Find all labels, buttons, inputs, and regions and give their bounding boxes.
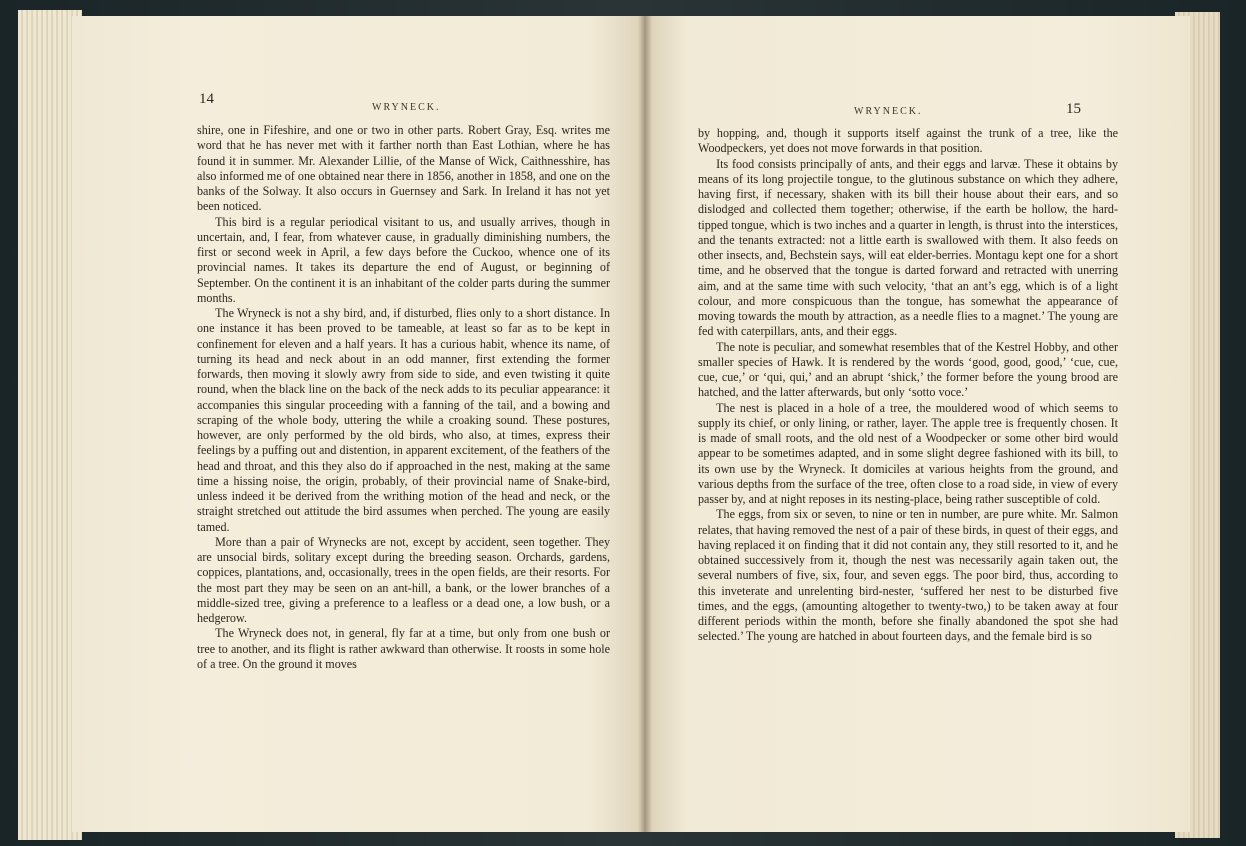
page-number: 14 bbox=[199, 91, 214, 107]
book-gutter bbox=[638, 16, 652, 832]
paragraph: This bird is a regular periodical visitant to us, and usually arrives, though in uncertain, and, I fear, from whatever cause, in gradually diminishing numbers, the first or second week in April, a few days before the Cuckoo, whence one of its provincial names. It takes its departure the end of August, or beginning of September. On the continent it is an inhabitant of the colder parts during the summer months. bbox=[197, 214, 610, 305]
paragraph: The Wryneck does not, in general, fly far at a time, but only from one bush or tree to another, and its flight is rather awkward than otherwise. It roosts in some hole of a tree. On the ground it moves bbox=[197, 626, 610, 671]
paragraph: Its food consists principally of ants, and their eggs and larvæ. These it obtains by means of its long projectile tongue, to the glutinous substance on which they adhere, having first, if necessary, shaken with its bill their house about their ears, and so dislodged and collected them together; otherwise, if the earth be hollow, the hard-tipped tongue, which is two inches and a quarter in length, is thrust into the interstices, and the tenants extracted: not a little earth is swallowed with them. It also feeds on other insects, and, Bechstein says, will eat elder-berries. Montagu kept one for a short time, and he observed that the tongue is darted forward and retracted with unerring aim, and at the same time with such velocity, ‘that an ant’s egg, which is of a light colour, and more conspicuous than the tongue, has somewhat the appearance of moving towards the mouth by attraction, as a needle flies to a magnet.’ The young are fed with caterpillars, ants, and their eggs. bbox=[698, 156, 1118, 339]
page-number: 15 bbox=[1066, 101, 1081, 117]
left-page-body bbox=[197, 123, 610, 672]
left-page bbox=[72, 16, 646, 832]
paragraph: The Wryneck is not a shy bird, and, if disturbed, flies only to a short distance. In one instance it has been proved to be tameable, at least so far as to be kept in confinement for eleven and a half years. It has a curious habit, whence its name, of turning its head and neck about in an odd manner, first extending the former forwards, then moving it slowly awry from side to side, and even twisting it quite round, when the black line on the back of the neck adds to its peculiar appearance: it accompanies this singular proceeding with a fanning of the tail, and a bowing and scraping of the whole body, uttering the while a croaking sound. These postures, however, are only performed by the old birds, who also, at times, express their feelings by a puffing out and distention, in apparent excitement, of the feathers of the head and throat, and this they also do if approached in the nest, making at the same time a hissing noise, the origin, probably, of their provincial name of Snake-bird, unless indeed it be derived from the writhing motion of the head and neck, or the straight stretched out attitude the bird assumes when perched. The young are easily tamed. bbox=[197, 306, 610, 534]
paragraph: The note is peculiar, and somewhat resembles that of the Kestrel Hobby, and other smaller species of Hawk. It is rendered by the words ‘good, good, good,’ ‘cue, cue, cue, cue,’ or ‘qui, qui,’ and an abrupt ‘shick,’ the former before the young brood are hatched, and the latter afterwards, but only ‘sotto voce.’ bbox=[698, 339, 1118, 400]
right-page bbox=[644, 16, 1190, 832]
right-page-body bbox=[698, 126, 1118, 645]
paragraph: The eggs, from six or seven, to nine or ten in number, are pure white. Mr. Salmon relates, that having removed the nest of a pair of these birds, in quest of their eggs, and having replaced it on finding that it did not contain any, they still resorted to it, and he obtained successively from it, though the nest was necessarily again taken out, the several numbers of five, six, four, and seven eggs. The poor bird, thus, according to this inveterate and unrelenting bird-nester, ‘suffered her nest to be disturbed five times, and the eggs, (amounting altogether to twenty-two,) to be taken away at four different periods within the month, before she finally abandoned the spot she had selected.’ The young are hatched in about fourteen days, and the female bird is so bbox=[698, 507, 1118, 644]
running-head: WRYNECK. bbox=[854, 106, 923, 117]
running-head: WRYNECK. bbox=[372, 102, 441, 113]
paragraph: The nest is placed in a hole of a tree, the mouldered wood of which seems to supply its chief, or only lining, or rather, layer. The apple tree is frequently chosen. It is made of small roots, and the old nest of a Woodpecker or some other bird would appear to be sometimes adapted, and in some slight degree fashioned with its bill, to its own use by the Wryneck. It domiciles at various heights from the ground, and various depths from the surface of the tree, often close to a road side, in view of every passer by, and at night reposes in its nesting-place, being rather susceptible of cold. bbox=[698, 400, 1118, 506]
paragraph: More than a pair of Wrynecks are not, except by accident, seen together. They are unsocial birds, solitary except during the breeding season. Orchards, gardens, coppices, plantations, and, occasionally, trees in the open fields, are their resorts. For the most part they may be seen on an ant-hill, a bank, or the lower branches of a middle-sized tree, giving a preference to a leafless or a dead one, a low bush, or a hedgerow. bbox=[197, 534, 610, 625]
paragraph: by hopping, and, though it supports itself against the trunk of a tree, like the Woodpeckers, yet does not move forwards in that position. bbox=[698, 126, 1118, 156]
paragraph: shire, one in Fifeshire, and one or two in other parts. Robert Gray, Esq. writes me word that he has never met with it farther north than East Lothian, where he has found it in summer. Mr. Alexander Lillie, of the Manse of Wick, Caithnesshire, has also informed me of one obtained near there in 1856, another in 1858, and one on the banks of the Solway. It also occurs in Guernsey and Sark. In Ireland it has not yet been noticed. bbox=[197, 123, 610, 214]
